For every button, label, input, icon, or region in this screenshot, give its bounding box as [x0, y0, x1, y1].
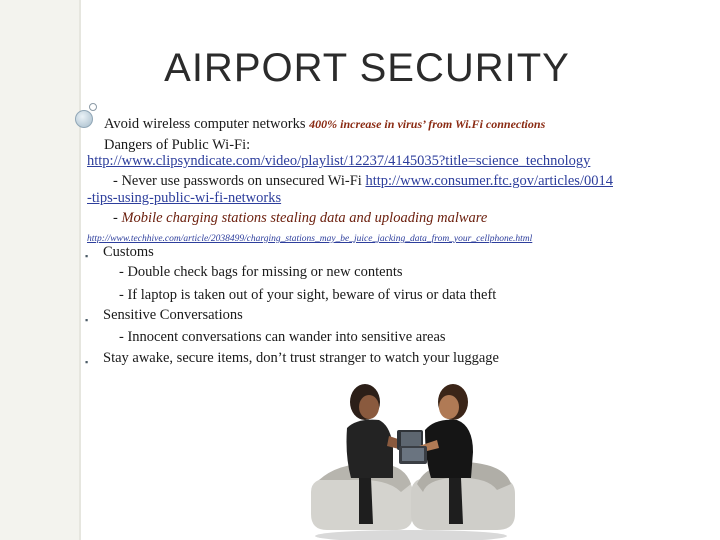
virus-stat-emphasis: 400% increase in virus’ from Wi.Fi connections	[309, 117, 546, 131]
two-women-laptops-photo	[301, 374, 522, 540]
customs-point-2: - If laptop is taken out of your sight, beware of virus or data theft	[119, 287, 497, 303]
decor-large-circle-icon	[75, 110, 93, 128]
stay-awake-line: Stay awake, secure items, don’t trust stranger to watch your luggage	[103, 350, 499, 366]
wireless-text: Avoid wireless computer networks	[104, 116, 310, 132]
customs-point-1: - Double check bags for missing or new contents	[119, 264, 403, 280]
bullet-marker-icon: ▪	[85, 315, 89, 325]
charging-stations-line: - Mobile charging stations stealing data and uploading malware	[113, 210, 488, 226]
ftc-link[interactable]: http://www.consumer.ftc.gov/articles/0014	[365, 173, 613, 189]
decor-small-circle-icon	[89, 103, 97, 111]
bullet-marker-icon: ▪	[85, 251, 89, 261]
conversations-heading: Sensitive Conversations	[103, 307, 243, 323]
conversations-point-1: - Innocent conversations can wander into sensitive areas	[119, 329, 446, 345]
techhive-link[interactable]: http://www.techhive.com/article/2038499/charging_stations_may_be_juice_jacking_data_from_your_cellphone.html	[87, 234, 533, 244]
passwords-line: - Never use passwords on unsecured Wi-Fi http://www.consumer.ftc.gov/articles/0014	[113, 173, 613, 189]
charging-stations-emphasis: Mobile charging stations stealing data and uploading malware	[121, 210, 488, 226]
bullet-marker-icon: ▪	[85, 357, 89, 367]
bullet-wireless	[104, 116, 545, 133]
customs-heading: Customs	[103, 244, 154, 260]
public-wifi-heading: Dangers of Public Wi-Fi:	[104, 137, 251, 153]
ftc-link-continued[interactable]: -tips-using-public-wi-fi-networks	[87, 190, 282, 206]
clipsyndicate-link[interactable]: http://www.clipsyndicate.com/video/playlist/12237/4145035?title=science_technology	[87, 153, 591, 169]
slide-title: AIRPORT SECURITY	[164, 46, 570, 90]
